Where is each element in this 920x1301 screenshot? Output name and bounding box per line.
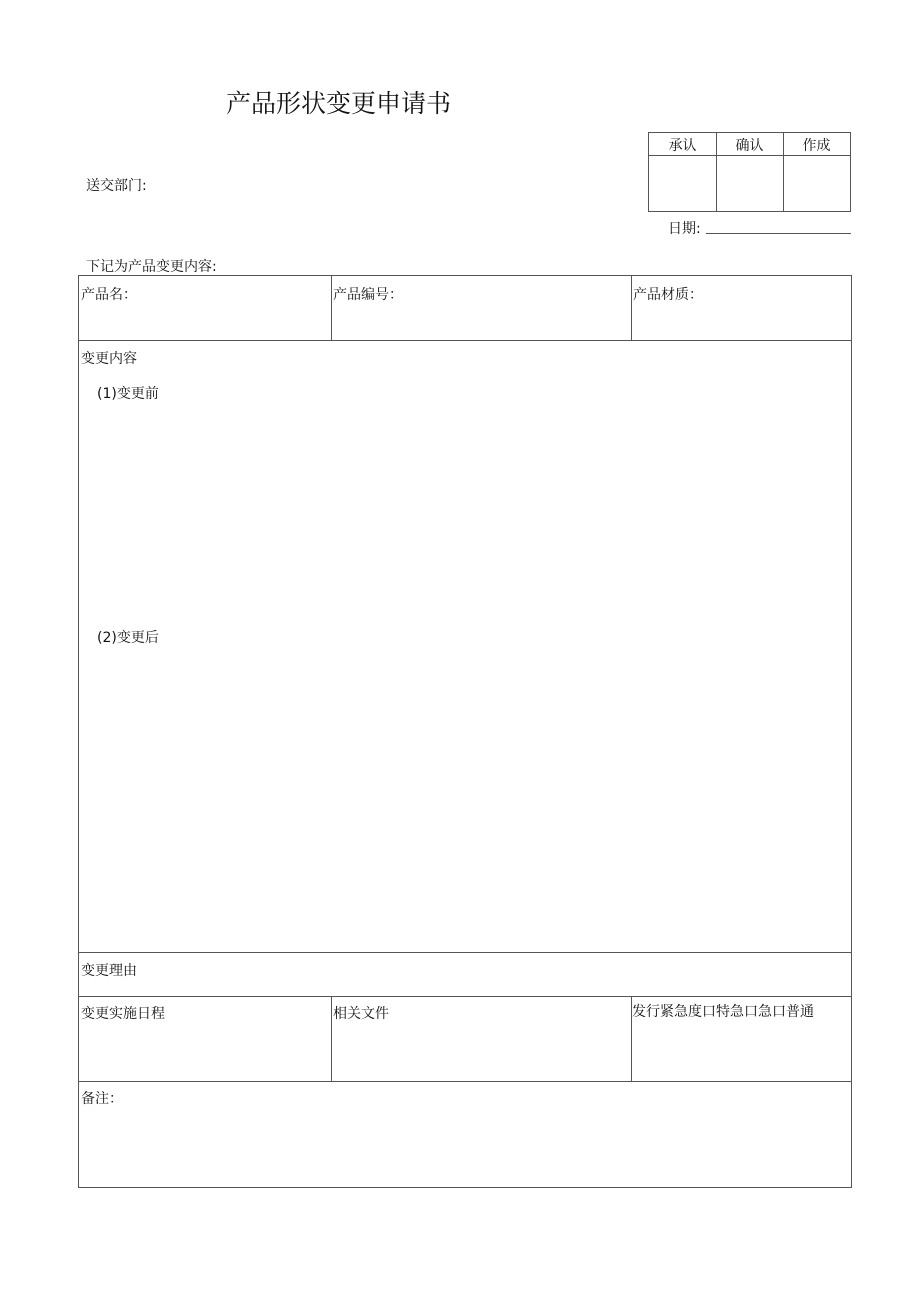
approval-header-prepare: 作成 <box>802 138 831 154</box>
change-request-form <box>78 275 852 1188</box>
row-divider <box>79 340 851 341</box>
urgency-label: 发行紧急度口特急口急口普通 <box>632 1004 814 1020</box>
row-divider <box>79 952 851 953</box>
product-name-label: 产品名： <box>81 287 137 303</box>
approval-stamp-table <box>648 132 851 212</box>
schedule-label: 变更实施日程 <box>81 1006 165 1022</box>
sender-department-label: 送交部门: <box>86 178 147 194</box>
approve-signature-box[interactable] <box>649 156 715 211</box>
date-label: 日期: <box>668 221 701 237</box>
product-row-divider <box>631 276 632 340</box>
product-material-label: 产品材质： <box>633 287 703 303</box>
confirm-signature-box[interactable] <box>717 156 783 211</box>
related-documents-label: 相关文件 <box>333 1006 389 1022</box>
product-row-divider <box>331 276 332 340</box>
change-content-label: 变更内容 <box>81 351 137 367</box>
change-reason-label: 变更理由 <box>81 963 137 979</box>
schedule-row-divider <box>631 996 632 1081</box>
approval-header-confirm: 确认 <box>735 138 764 154</box>
row-divider <box>79 1081 851 1082</box>
row-divider <box>79 996 851 997</box>
product-number-label: 产品编号： <box>333 287 403 303</box>
prepare-signature-box[interactable] <box>784 156 850 211</box>
schedule-row-divider <box>331 996 332 1081</box>
date-field-line[interactable] <box>706 233 851 234</box>
remarks-label: 备注： <box>81 1091 123 1107</box>
page-title: 产品形状变更申请书 <box>226 89 452 118</box>
approval-header-approve: 承认 <box>668 138 697 154</box>
change-before-label: (1)变更前 <box>97 386 159 402</box>
intro-label: 下记为产品变更内容: <box>86 259 217 275</box>
change-after-label: (2)变更后 <box>97 630 159 646</box>
